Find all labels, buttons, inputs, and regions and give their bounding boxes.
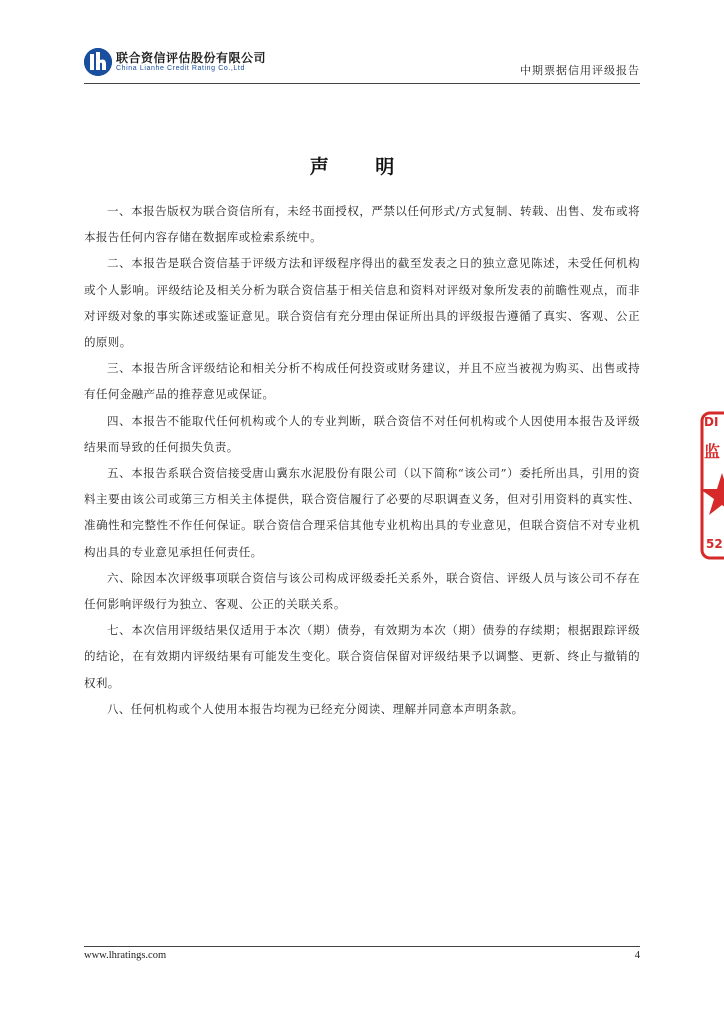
paragraph-5: 五、本报告系联合资信接受唐山冀东水泥股份有限公司（以下简称“该公司”）委托所出具，引用的资料主要由该公司或第三方相关主体提供，联合资信履行了必要的尽职调查义务，但对引用资料的真实性、准确性和完整性不作任何保证。联合资信合理采信其他专业机构出具的专业意见，但联合资信不对专业机构出具的专业意见承担任何责任。 (84, 466, 640, 559)
paragraph-6: 六、除因本次评级事项联合资信与该公司构成评级委托关系外，联合资信、评级人员与该公司不存在任何影响评级行为独立、客观、公正的关联关系。 (84, 570, 640, 612)
company-seal-stamp (700, 405, 724, 565)
page-title: 声 明 (309, 156, 415, 178)
paragraph-4: 四、本报告不能取代任何机构或个人的专业判断，联合资信不对任何机构或个人因使用本报告及评级结果而导致的任何损失负责。 (84, 413, 640, 454)
seal-text-bottom: 52 (706, 537, 723, 551)
paragraph-3: 三、本报告所含评级结论和相关分析不构成任何投资或财务建议，并且不应当被视为购买、出售或持有任何金融产品的推荐意见或保证。 (84, 361, 640, 402)
paragraph-1: 一、本报告版权为联合资信所有，未经书面授权，严禁以任何形式/方式复制、转载、出售、发布或将本报告任何内容存储在数据库或检索系统中。 (84, 204, 640, 245)
declaration-body (84, 198, 640, 722)
seal-text-mid: 监 (704, 442, 721, 461)
company-name-cn: 联合资信评估股份有限公司 (116, 51, 267, 65)
page-header (84, 46, 640, 84)
report-type: 中期票据信用评级报告 (520, 64, 640, 77)
paragraph-7: 七、本次信用评级结果仅适用于本次（期）债券，有效期为本次（期）债券的存续期；根据跟踪评级的结论，在有效期内评级结果有可能发生变化。联合资信保留对评级结果予以调整、更新、终止与撤销的权利。 (84, 623, 640, 690)
header-divider (84, 83, 640, 84)
seal-text-top: DI (704, 415, 719, 429)
company-logo-icon (84, 48, 112, 76)
website-link[interactable]: www.lhratings.com (84, 950, 167, 961)
footer-divider (84, 946, 640, 947)
paragraph-2: 二、本报告是联合资信基于评级方法和评级程序得出的截至发表之日的独立意见陈述，未受任何机构或个人影响。评级结论及相关分析为联合资信基于相关信息和资料对评级对象所发表的前瞻性观点，而非对评级对象的事实陈述或鉴证意见。联合资信有充分理由保证所出具的评级报告遵循了真实、客观、公正的原则。 (84, 256, 640, 350)
paragraph-8: 八、任何机构或个人使用本报告均视为已经充分阅读、理解并同意本声明条款。 (107, 701, 524, 716)
company-name-en: China Lianhe Credit Rating Co.,Ltd (116, 65, 245, 72)
page-number: 4 (634, 950, 640, 961)
